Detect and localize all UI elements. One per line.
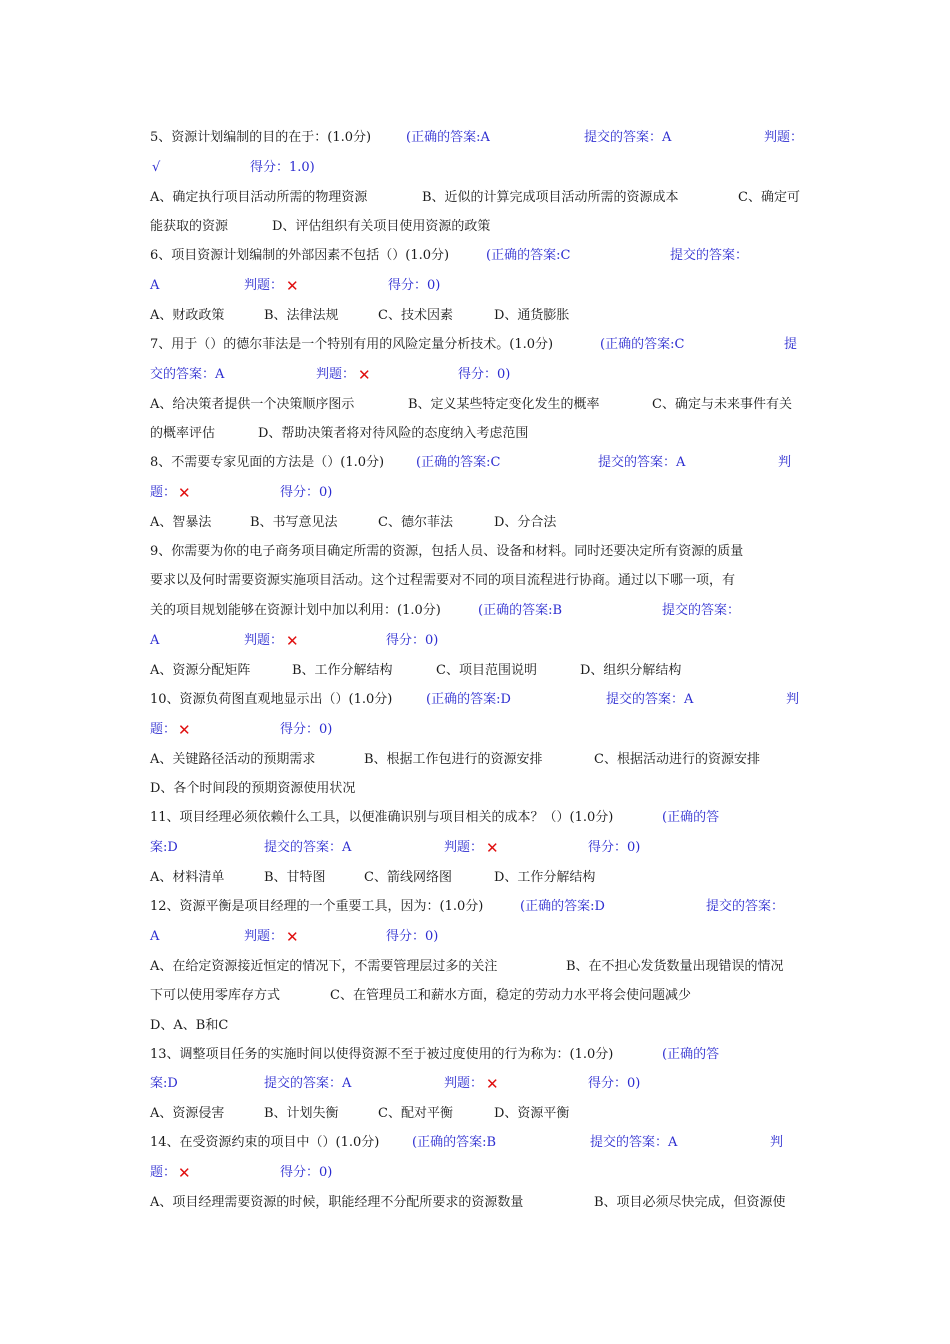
score: 得分：0) [588, 840, 641, 855]
cross-icon: ✕ [178, 484, 191, 502]
correct-answer: (正确的答案:B [412, 1135, 497, 1150]
question-10-options-line-2 [150, 779, 805, 799]
option-b: B、计划失衡 [264, 1106, 339, 1121]
question-6-result-line [150, 276, 805, 296]
question-9-options-line [150, 661, 805, 681]
question-11-stem-line [150, 808, 805, 828]
cross-icon: ✕ [286, 928, 299, 946]
option-b: B、近似的计算完成项目活动所需的资源成本 [422, 190, 679, 205]
question-14-options-line [150, 1193, 805, 1213]
option-b: B、书写意见法 [250, 515, 338, 530]
score: 得分：0) [280, 485, 333, 500]
option-c: C、技术因素 [378, 308, 453, 323]
score: 得分：0) [588, 1076, 641, 1091]
judge-label: 判 [786, 692, 800, 707]
question-13-options-line [150, 1104, 805, 1124]
correct-answer: (正确的答案:D [520, 899, 605, 914]
judge-label-continued: 题： [150, 722, 177, 737]
check-icon: √ [152, 160, 161, 175]
option-b: B、定义某些特定变化发生的概率 [408, 397, 600, 412]
question-stem: 5、资源计划编制的目的在于：(1.0分) [150, 130, 372, 145]
question-10-result-line [150, 720, 805, 740]
question-10-options-line-1 [150, 750, 805, 770]
question-6-stem-line [150, 246, 805, 266]
question-7-options-line-2 [150, 424, 805, 444]
question-stem: 13、调整项目任务的实施时间以使得资源不至于被过度使用的行为称为：(1.0分) [150, 1047, 614, 1062]
judge-label: 判题： [316, 367, 356, 382]
score: 得分：0) [280, 1165, 333, 1180]
correct-answer: (正确的答案:B [478, 603, 563, 618]
question-5-options-line-1 [150, 188, 805, 208]
option-a: A、项目经理需要资源的时候，职能经理不分配所要求的资源数量 [150, 1195, 524, 1210]
submitted-answer: 提交的答案：A [264, 840, 352, 855]
submitted-answer: 提交的答案：A [606, 692, 694, 707]
correct-answer-continued: 案:D [150, 840, 178, 855]
question-6-options-line [150, 306, 805, 326]
question-stem: 10、资源负荷图直观地显示出（）(1.0分) [150, 692, 393, 707]
option-c: C、在管理员工和薪水方面，稳定的劳动力水平将会使问题减少 [330, 988, 691, 1003]
option-a: A、关键路径活动的预期需求 [150, 752, 316, 767]
submitted-answer-value: A [150, 929, 160, 944]
option-a: A、确定执行项目活动所需的物理资源 [150, 190, 368, 205]
submitted-answer-value: A [150, 633, 160, 648]
score: 得分：1.0) [250, 160, 315, 175]
option-c: C、项目范围说明 [436, 663, 537, 678]
question-7-result-line [150, 365, 805, 385]
question-stem: 8、不需要专家见面的方法是（）(1.0分) [150, 455, 385, 470]
judge-label: 判题： [444, 1076, 484, 1091]
question-5-stem-line [150, 128, 805, 148]
option-c-continued: 能获取的资源 [150, 219, 229, 234]
correct-answer: (正确的答案:D [426, 692, 511, 707]
question-stem: 12、资源平衡是项目经理的一个重要工具，因为：(1.0分) [150, 899, 484, 914]
option-c-continued: 的概率评估 [150, 426, 216, 441]
submitted-answer: 提交的答案：A [584, 130, 672, 145]
correct-answer: (正确的答案:C [600, 337, 685, 352]
option-a: A、财政政策 [150, 308, 225, 323]
question-stem: 14、在受资源约束的项目中（）(1.0分) [150, 1135, 380, 1150]
question-stem-continued: 要求以及何时需要资源实施项目活动。这个过程需要对不同的项目流程进行协商。通过以下哪一项，有 [150, 573, 736, 588]
option-d: D、工作分解结构 [494, 870, 596, 885]
cross-icon: ✕ [178, 721, 191, 739]
question-13-result-line [150, 1074, 805, 1094]
cross-icon: ✕ [486, 1075, 499, 1093]
question-11-result-line [150, 838, 805, 858]
option-d: D、帮助决策者将对待风险的态度纳入考虑范围 [258, 426, 529, 441]
question-8-options-line [150, 513, 805, 533]
correct-answer: (正确的答案:C [416, 455, 501, 470]
question-13-stem-line [150, 1045, 805, 1065]
question-11-options-line [150, 868, 805, 888]
score: 得分：0) [388, 278, 441, 293]
cross-icon: ✕ [286, 277, 299, 295]
option-c: C、配对平衡 [378, 1106, 453, 1121]
submitted-answer: 提交的答案：A [598, 455, 686, 470]
judge-label: 判题： [444, 840, 484, 855]
option-d: D、评估组织有关项目使用资源的政策 [272, 219, 491, 234]
option-b: B、法律法规 [264, 308, 339, 323]
judge-label: 判题： [764, 130, 804, 145]
question-5-options-line-2 [150, 217, 805, 237]
cross-icon: ✕ [358, 366, 371, 384]
correct-answer-continued: 案:D [150, 1076, 178, 1091]
submitted-answer: 交的答案：A [150, 367, 225, 382]
question-12-options-line-2 [150, 986, 805, 1006]
question-9-stem-line-2 [150, 571, 805, 591]
judge-label: 判题： [244, 278, 284, 293]
question-8-result-line [150, 483, 805, 503]
option-d: D、资源平衡 [494, 1106, 570, 1121]
question-stem: 7、用于（）的德尔菲法是一个特别有用的风险定量分析技术。(1.0分) [150, 337, 554, 352]
correct-answer: (正确的答案:C [486, 248, 571, 263]
option-c: C、确定与未来事件有关 [652, 397, 792, 412]
option-a: A、资源分配矩阵 [150, 663, 251, 678]
question-stem-continued: 关的项目规划能够在资源计划中加以利用：(1.0分) [150, 603, 441, 618]
question-9-result-line [150, 631, 805, 651]
score: 得分：0) [386, 633, 439, 648]
correct-answer: (正确的答 [662, 1047, 720, 1062]
judge-label: 判 [770, 1135, 784, 1150]
option-a: A、智暴法 [150, 515, 212, 530]
option-d: D、各个时间段的预期资源使用状况 [150, 781, 356, 796]
option-b-continued: 下可以使用零库存方式 [150, 988, 281, 1003]
question-10-stem-line [150, 690, 805, 710]
cross-icon: ✕ [178, 1164, 191, 1182]
question-9-stem-line-3 [150, 601, 805, 621]
submitted-answer-label: 提交的答案： [670, 248, 749, 263]
question-stem: 9、你需要为你的电子商务项目确定所需的资源，包括人员、设备和材料。同时还要决定所有资源的质量 [150, 544, 744, 559]
submitted-answer: 提交的答案：A [590, 1135, 678, 1150]
option-a: A、在给定资源接近恒定的情况下，不需要管理层过多的关注 [150, 959, 498, 974]
judge-label-continued: 题： [150, 1165, 177, 1180]
question-12-result-line [150, 927, 805, 947]
question-stem: 11、项目经理必须依赖什么工具，以便准确识别与项目相关的成本？（）(1.0分) [150, 810, 614, 825]
question-14-stem-line [150, 1133, 805, 1153]
submitted-answer-value: A [150, 278, 160, 293]
question-stem: 6、项目资源计划编制的外部因素不包括（）(1.0分) [150, 248, 450, 263]
question-7-stem-line [150, 335, 805, 355]
option-d: D、通货膨胀 [494, 308, 570, 323]
correct-answer: (正确的答案:A [406, 130, 490, 145]
judge-label: 判题： [244, 929, 284, 944]
option-b: B、工作分解结构 [292, 663, 393, 678]
option-a: A、资源侵害 [150, 1106, 225, 1121]
score: 得分：0) [458, 367, 511, 382]
score: 得分：0) [280, 722, 333, 737]
judge-label-continued: 题： [150, 485, 177, 500]
question-7-options-line-1 [150, 395, 805, 415]
option-d: D、组织分解结构 [580, 663, 682, 678]
score: 得分：0) [386, 929, 439, 944]
judge-label: 判 [778, 455, 792, 470]
correct-answer: (正确的答 [662, 810, 720, 825]
option-c: C、确定可 [738, 190, 800, 205]
option-d: D、A、B和C [150, 1018, 229, 1033]
question-12-stem-line [150, 897, 805, 917]
submitted-answer-label: 提交的答案： [706, 899, 785, 914]
question-5-result-line [150, 158, 805, 178]
option-b: B、在不担心发货数量出现错误的情况 [566, 959, 784, 974]
cross-icon: ✕ [286, 632, 299, 650]
option-b: B、项目必须尽快完成，但资源使 [594, 1195, 786, 1210]
option-a: A、材料清单 [150, 870, 225, 885]
submitted-answer-label: 提交的答案： [662, 603, 741, 618]
submitted-answer: 提交的答案：A [264, 1076, 352, 1091]
option-a: A、给决策者提供一个决策顺序图示 [150, 397, 355, 412]
question-12-options-line-3 [150, 1016, 805, 1036]
option-b: B、根据工作包进行的资源安排 [364, 752, 543, 767]
submitted-answer-label: 提 [784, 337, 798, 352]
option-c: C、德尔菲法 [378, 515, 453, 530]
judge-label: 判题： [244, 633, 284, 648]
option-c: C、根据活动进行的资源安排 [594, 752, 760, 767]
option-d: D、分合法 [494, 515, 557, 530]
option-c: C、箭线网络图 [364, 870, 452, 885]
question-12-options-line-1 [150, 957, 805, 977]
option-b: B、甘特图 [264, 870, 326, 885]
cross-icon: ✕ [486, 839, 499, 857]
question-8-stem-line [150, 453, 805, 473]
question-9-stem-line-1 [150, 542, 805, 562]
question-14-result-line [150, 1163, 805, 1183]
